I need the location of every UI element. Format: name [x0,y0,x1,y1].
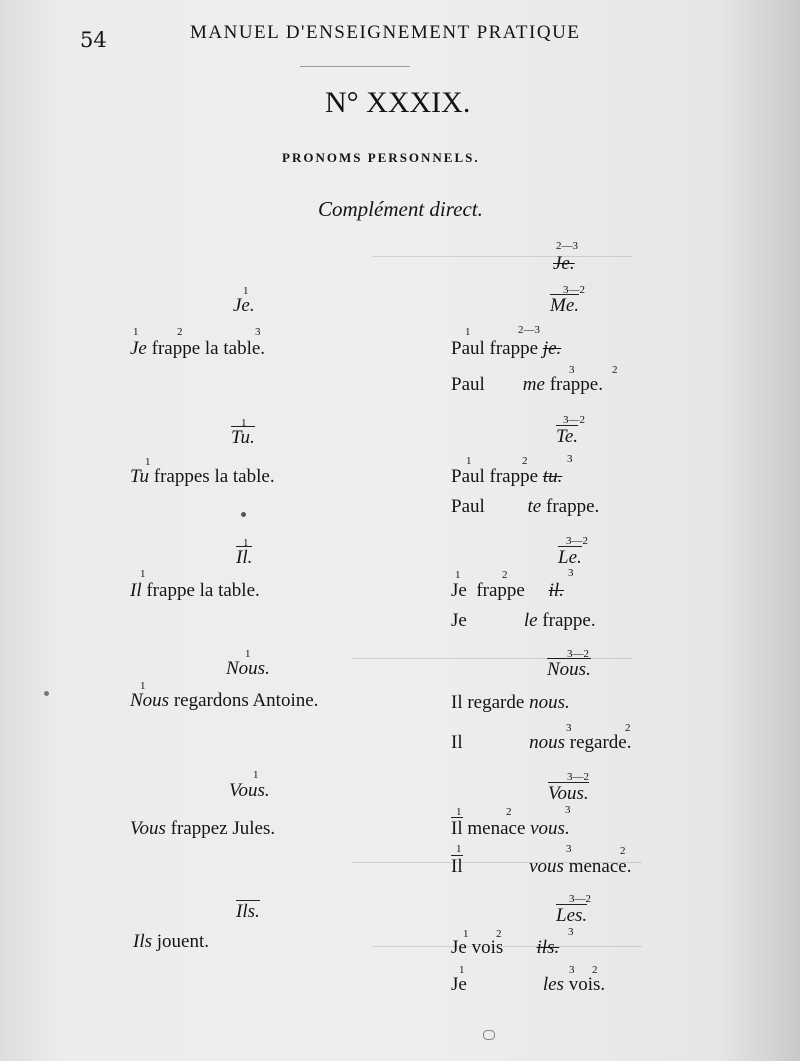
mark: 1 [243,537,249,549]
mark: 1 [140,568,146,580]
mark: 1 [463,928,469,940]
mark: 3 [565,804,571,816]
mark: 3—2 [569,893,591,905]
object-pronoun: Nous. [547,659,591,680]
object-pronoun: Les. [556,905,588,926]
mark: 1 [140,680,146,692]
example-sentence: Je frappe il. [451,580,564,601]
pronoun-heading: Ils. [236,901,260,922]
example-sentence: Paul te frappe. [451,496,600,517]
bleed-rule [352,862,642,863]
bleed-rule [352,658,632,659]
example-sentence: Je le frappe. [451,610,596,631]
mark: 2 [177,326,183,338]
mark: 1 [455,569,461,581]
example-sentence: Nous regardons Antoine. [130,690,319,711]
object-pronoun: Te. [556,426,579,447]
mark: 1 [456,806,462,818]
mark: 1 [243,285,249,297]
mark: 3 [568,926,574,938]
mark: 2 [625,722,631,734]
mark: 2 [502,569,508,581]
bleed-rule [372,256,632,257]
mark: 3 [566,722,572,734]
mark: 3—2 [563,284,585,296]
pronoun-heading: Nous. [226,658,270,679]
speck [483,1030,495,1040]
mark: 2 [612,364,618,376]
mark: 2 [522,455,528,467]
example-sentence: Je frappe la table. [130,338,266,359]
bleed-rule [372,946,642,947]
mark: 3 [566,843,572,855]
mark: 2 [496,928,502,940]
mark: 2—3 [518,324,540,336]
example-sentence: Paul me frappe. [451,374,603,395]
mark: 3—2 [566,535,588,547]
mark: 2 [620,845,626,857]
example-sentence: Je vois ils. [451,937,560,958]
speck [241,512,246,517]
mark: 1 [241,417,247,429]
pronoun-heading: Je. [233,295,255,316]
example-sentence: Il frappe la table. [130,580,260,601]
mark: 3 [569,364,575,376]
mark: 3 [568,567,574,579]
mark: 1 [253,769,259,781]
mark: 2 [506,806,512,818]
example-sentence: Il menace vous. [451,818,570,839]
mark: 1 [145,456,151,468]
section-title: PRONOMS PERSONNELS. [282,150,480,165]
example-sentence: Il nous regarde. [451,732,632,753]
mark: 3—2 [567,771,589,783]
mark: 3—2 [567,648,589,660]
pronoun-heading: Vous. [229,780,270,801]
object-pronoun: Me. [550,295,580,316]
mark: 3 [255,326,261,338]
struck-pronoun: Je. [553,253,575,274]
example-sentence: Je les vois. [451,974,606,995]
lesson-number: N° XXXIX. [325,86,471,119]
object-pronoun: Le. [558,547,582,568]
example-sentence: Ils jouent. [133,931,209,952]
mark: 1 [465,326,471,338]
object-pronoun: Vous. [548,783,589,804]
page-number: 54 [80,28,107,52]
mark: 3—2 [563,414,585,426]
speck [44,691,49,696]
mark: 2—3 [556,240,578,252]
mark: 1 [456,843,462,855]
example-sentence: Paul frappe je. [451,338,562,359]
mark: 3 [569,964,575,976]
mark: 1 [245,648,251,660]
example-sentence: Il vous menace. [451,856,632,877]
mark: 1 [459,964,465,976]
pronoun-heading: Il. [236,547,253,568]
mark: 1 [466,455,472,467]
subtitle: Complément direct. [318,197,483,221]
header-rule [300,66,410,67]
example-sentence: Paul frappe tu. [451,466,563,487]
running-title: MANUEL D'ENSEIGNEMENT PRATIQUE [190,22,581,43]
example-sentence: Tu frappes la table. [130,466,275,487]
mark: 1 [133,326,139,338]
example-sentence: Vous frappez Jules. [130,818,276,839]
pronoun-heading: Tu. [231,427,255,448]
mark: 3 [567,453,573,465]
example-sentence: Il regarde nous. [451,692,570,713]
mark: 2 [592,964,598,976]
